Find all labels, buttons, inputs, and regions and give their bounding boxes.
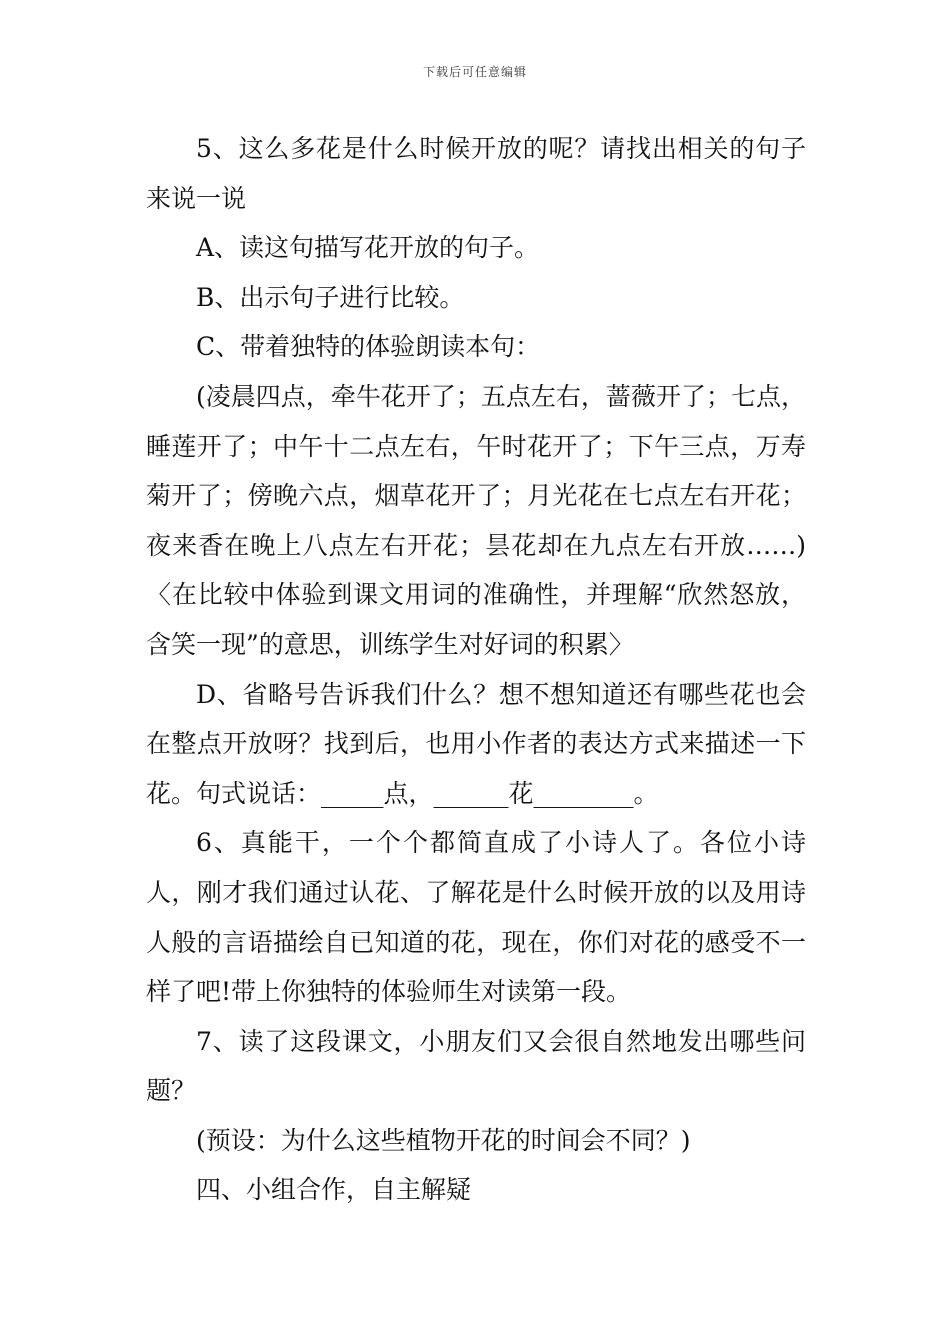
paragraph-item-7: 7、读了这段课文，小朋友们又会很自然地发出哪些问题？ xyxy=(146,1026,806,1106)
paragraph-question-5: 5、这么多花是什么时候开放的呢？请找出相关的句子来说一说 xyxy=(146,134,806,213)
paragraph-item-6: 6、真能干，一个个都简直成了小诗人了。各位小诗人，刚才我们通过认花、了解花是什么时候开放的以及用诗人般的言语描绘自已知道的花，现在，你们对花的感受不一样了吧!带上你独特的体验师生对读第一段。 xyxy=(146,828,806,1007)
paragraph-step-d: D、省略号告诉我们什么？想不想知道还有哪些花也会在整点开放呀？找到后，也用小作者的表达方式来描述一下花。句式说话：_____点，______花________。 xyxy=(146,679,806,808)
paragraph-preset: (预设：为什么这些植物开花的时间会不同？) xyxy=(196,1125,691,1155)
paragraph-flower-times: (凌晨四点，牵牛花开了；五点左右，蔷薇开了；七点，睡莲开了；中午十二点左右，午时花开了；下午三点，万寿菊开了；傍晚六点，烟草花开了；月光花在七点左右开花；夜来香在晚上八点左右开花；昙花却在九点左右开放……)〈在比较中体验到课文用词的准确性，并理解“欣然怒放，含笑一现”的意思，训练学生对好词的积累〉 xyxy=(146,381,806,659)
paragraph-step-b: B、出示句子进行比较。 xyxy=(196,282,465,312)
paragraph-step-c: C、带着独特的体验朗读本句： xyxy=(196,332,541,362)
document-body xyxy=(146,124,806,1215)
paragraph-step-a: A、读这句描写花开放的句子。 xyxy=(196,233,540,263)
section-heading-4: 四、小组合作，自主解疑 xyxy=(196,1175,472,1205)
page-header: 下载后可任意编辑 xyxy=(422,65,527,79)
